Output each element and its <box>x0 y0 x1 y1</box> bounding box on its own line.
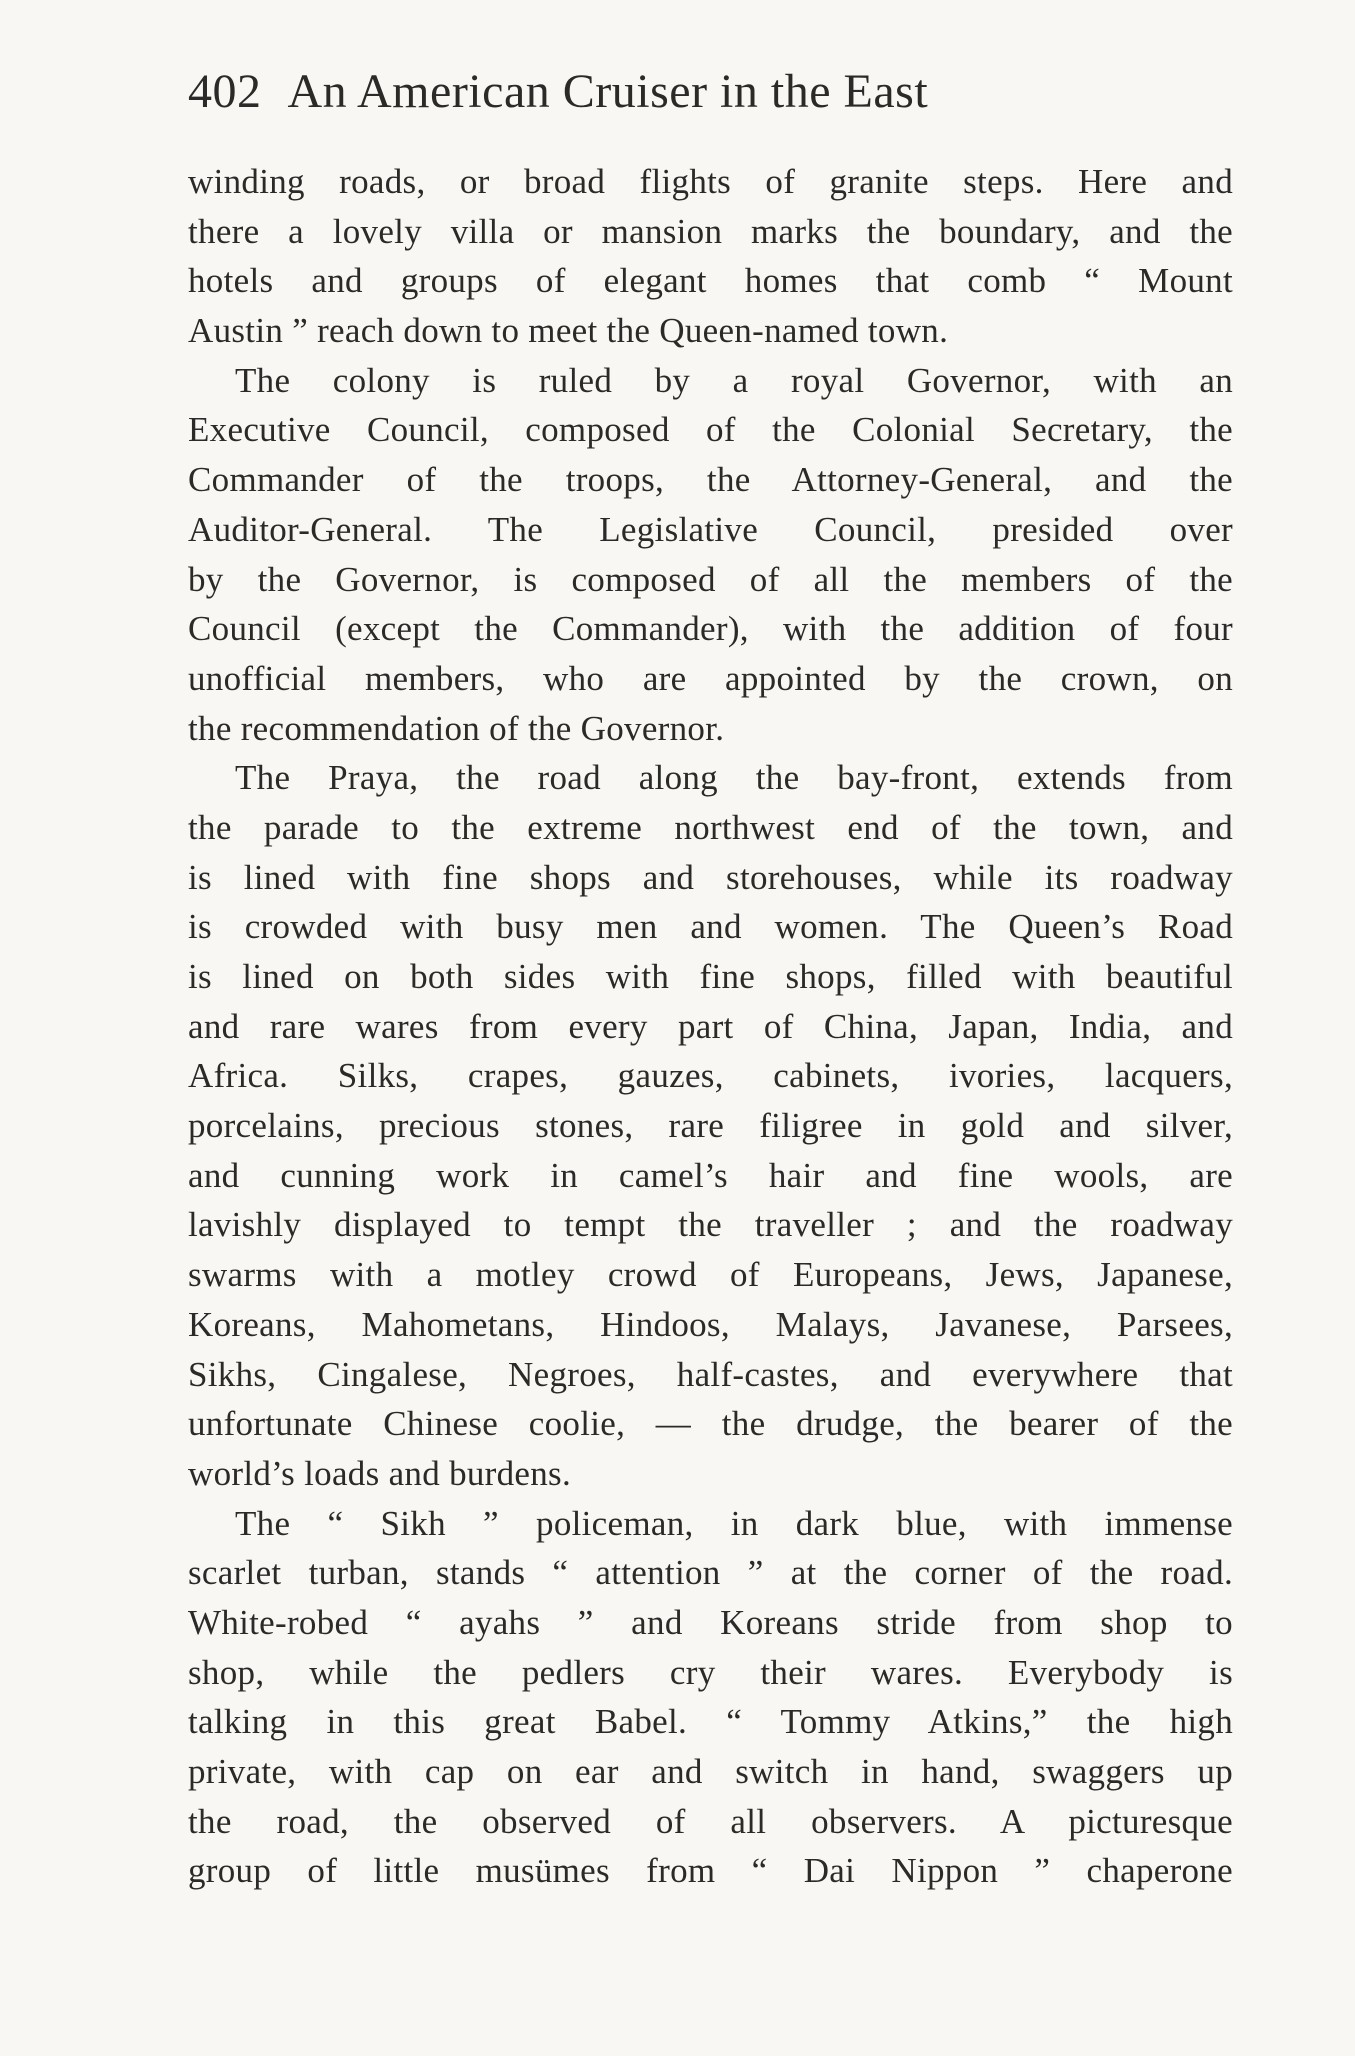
text-line: the road, the observed of all observers. A picturesque <box>188 1801 1233 1841</box>
text-line: scarlet turban, stands “ attention ” at the corner of the road. <box>188 1553 1233 1593</box>
text-line: shop, while the pedlers cry their wares. Everybody is <box>188 1652 1233 1692</box>
running-head <box>188 62 1238 122</box>
text-line: by the Governor, is composed of all the members of the <box>188 559 1233 599</box>
text-line: Council (except the Commander), with the addition of four <box>188 609 1233 649</box>
text-line: Austin ” reach down to meet the Queen-named town. <box>188 311 949 351</box>
text-line: unofficial members, who are appointed by the crown, on <box>188 658 1233 698</box>
text-line: the parade to the extreme northwest end of the town, and <box>188 807 1233 847</box>
text-line: and cunning work in camel’s hair and fine wools, are <box>188 1155 1233 1195</box>
paragraph-first-line: The colony is ruled by a royal Governor, with an <box>235 360 1233 400</box>
text-line: is lined with fine shops and storehouses, while its roadway <box>188 857 1233 897</box>
paragraph-first-line: The “ Sikh ” policeman, in dark blue, with immense <box>235 1503 1233 1543</box>
text-line: Auditor-General. The Legislative Council, presided over <box>188 509 1233 549</box>
text-line: unfortunate Chinese coolie, — the drudge, the bearer of the <box>188 1404 1233 1444</box>
text-line: Executive Council, composed of the Colonial Secretary, the <box>188 410 1233 450</box>
text-line: there a lovely villa or mansion marks the boundary, and the <box>188 211 1233 251</box>
text-line: Koreans, Mahometans, Hindoos, Malays, Javanese, Parsees, <box>188 1304 1233 1344</box>
page-number: 402 <box>188 65 262 118</box>
paragraph-first-line: The Praya, the road along the bay-front, extends from <box>235 758 1233 798</box>
text-line: talking in this great Babel. “ Tommy Atkins,” the high <box>188 1702 1233 1742</box>
text-line: hotels and groups of elegant homes that comb “ Mount <box>188 261 1233 301</box>
text-line: porcelains, precious stones, rare filigree in gold and silver, <box>188 1106 1233 1146</box>
text-line: Africa. Silks, crapes, gauzes, cabinets, ivories, lacquers, <box>188 1056 1233 1096</box>
text-line: is lined on both sides with fine shops, filled with beautiful <box>188 957 1233 996</box>
text-line: is crowded with busy men and women. The Queen’s Road <box>188 907 1233 947</box>
body-text <box>188 157 1233 1896</box>
text-line: swarms with a motley crowd of Europeans, Jews, Japanese, <box>188 1255 1233 1295</box>
text-line: the recommendation of the Governor. <box>188 708 725 748</box>
text-line: White-robed “ ayahs ” and Koreans stride from shop to <box>188 1602 1233 1642</box>
text-line: group of little musümes from “ Dai Nippon ” chaperone <box>188 1851 1233 1891</box>
text-line: winding roads, or broad flights of granite steps. Here and <box>188 162 1233 201</box>
running-title: An American Cruiser in the East <box>287 65 929 118</box>
text-line: Sikhs, Cingalese, Negroes, half-castes, and everywhere that <box>188 1354 1233 1394</box>
text-line: private, with cap on ear and switch in hand, swaggers up <box>188 1752 1233 1791</box>
text-line: Commander of the troops, the Attorney-General, and the <box>188 460 1233 500</box>
text-line: lavishly displayed to tempt the traveller ; and the roadway <box>188 1205 1233 1245</box>
text-line: and rare wares from every part of China, Japan, India, and <box>188 1006 1233 1046</box>
text-line: world’s loads and burdens. <box>188 1453 572 1493</box>
